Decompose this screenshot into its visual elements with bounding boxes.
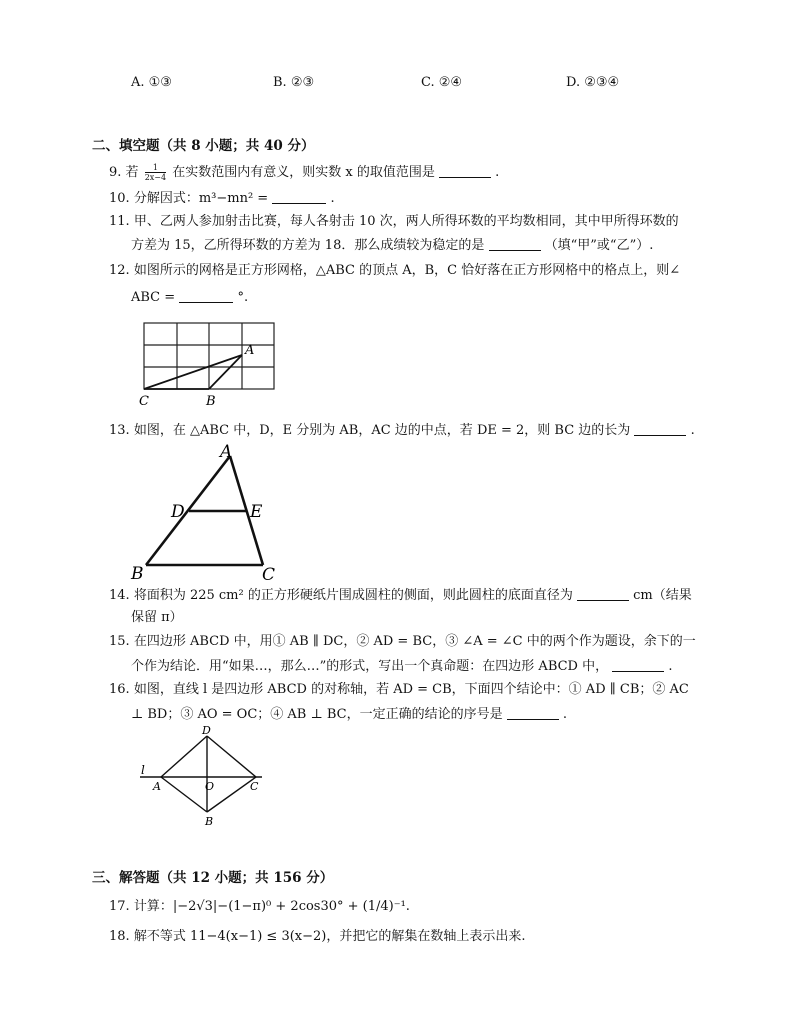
q11-answer-blank[interactable]	[489, 236, 541, 251]
q11-line1: 甲、乙两人参加射击比赛，每人各射击 10 次，两人所得环数的平均数相同，其中甲所得环数的	[133, 214, 679, 229]
q9-post: 在实数范围内有意义，则实数 x 的取值范围是	[172, 165, 435, 180]
question-11	[109, 213, 679, 231]
q10-text: 分解因式：m³−mn² =	[133, 191, 269, 206]
label-l: l	[141, 763, 145, 777]
label-b: B	[206, 394, 216, 409]
label-a: A	[153, 780, 161, 793]
q17-number: 17.	[109, 899, 130, 914]
q14-line1a: 将面积为 225 cm² 的正方形硬纸片围成圆柱的侧面，则此圆柱的底面直径为	[133, 588, 573, 603]
section-3-title: 三、解答题（共 12 小题；共 156 分）	[92, 870, 334, 886]
section-2-title: 二、填空题（共 8 小题；共 40 分）	[92, 138, 315, 154]
q12-number: 12.	[109, 263, 130, 278]
q16-line2a: ⊥ BD；③ AO = OC；④ AB ⊥ BC，一定正确的结论的序号是	[131, 707, 503, 722]
q16-answer-blank[interactable]	[507, 705, 559, 720]
option-c: C. ②④	[421, 75, 463, 90]
label-c: C	[262, 565, 276, 585]
question-9	[109, 163, 499, 182]
q12-answer-blank[interactable]	[179, 288, 233, 303]
q15-answer-blank[interactable]	[612, 657, 664, 672]
q9-pre: 若	[125, 165, 139, 180]
label-a: A	[220, 442, 233, 462]
option-d: D. ②③④	[566, 75, 620, 90]
question-14	[109, 586, 692, 605]
question-17	[109, 898, 410, 916]
question-10	[109, 189, 335, 208]
q13-text: 如图，在 △ABC 中，D，E 分别为 AB，AC 边的中点，若 DE = 2，则 BC 边的长为	[133, 423, 631, 438]
q17-text: 计算：|−2√3|−(1−π)⁰ + 2cos30° + (1/4)⁻¹.	[133, 899, 410, 914]
question-12-line2	[131, 288, 248, 307]
q15-line2b: .	[668, 659, 673, 674]
q15-line1: 在四边形 ABCD 中，用① AB ∥ DC，② AD = BC，③ ∠A = ∠C 中的两个作为题设，余下的一	[133, 634, 696, 649]
question-12	[109, 262, 680, 280]
option-a: A. ①③	[131, 75, 172, 90]
label-d: D	[202, 724, 211, 737]
q9-frac-num: 1	[145, 163, 166, 173]
q11-number: 11.	[109, 214, 130, 229]
question-16	[109, 681, 689, 699]
label-c: C	[250, 780, 259, 793]
q16-kite-figure	[132, 722, 272, 830]
q10-number: 10.	[109, 191, 130, 206]
q15-line2a: 个作为结论．用“如果…，那么…”的形式，写出一个真命题：在四边形 ABCD 中，	[131, 659, 609, 674]
q11-line2a: 方差为 15，乙所得环数的方差为 18．那么成绩较为稳定的是	[131, 238, 485, 253]
q18-number: 18.	[109, 929, 130, 944]
question-18	[109, 928, 526, 946]
q13-triangle-figure	[126, 440, 286, 585]
option-b: B. ②③	[273, 75, 315, 90]
q13-end: .	[690, 423, 695, 438]
q9-answer-blank[interactable]	[439, 163, 491, 178]
q16-line1: 如图，直线 l 是四边形 ABCD 的对称轴，若 AD = CB，下面四个结论中：① AD ∥ CB；② AC	[133, 682, 689, 697]
q12-line2a: ABC =	[131, 290, 176, 305]
question-11-line2	[131, 236, 653, 255]
q12-line2b: °.	[237, 290, 249, 305]
grid-lines	[144, 323, 274, 389]
q11-line2b: （填“甲”或“乙”）.	[544, 238, 654, 253]
q16-number: 16.	[109, 682, 130, 697]
label-b: B	[205, 815, 214, 828]
q10-end: .	[330, 191, 335, 206]
q12-line1: 如图所示的网格是正方形网格，△ABC 的顶点 A，B，C 恰好落在正方形网格中的格点上，则∠	[133, 263, 681, 278]
q18-text: 解不等式 11−4(x−1) ≤ 3(x−2)，并把它的解集在数轴上表示出来.	[133, 929, 526, 944]
q14-line1b: cm（结果	[633, 588, 692, 603]
label-b: B	[131, 564, 144, 584]
triangle-abc	[144, 355, 242, 389]
label-d: D	[171, 502, 185, 522]
q9-frac-den: 2x−4	[144, 173, 167, 182]
q10-answer-blank[interactable]	[272, 189, 326, 204]
q12-grid-figure	[125, 314, 285, 410]
q14-number: 14.	[109, 588, 130, 603]
q14-answer-blank[interactable]	[577, 586, 629, 601]
triangle-abc-de	[146, 456, 263, 565]
q9-number: 9.	[109, 165, 122, 180]
label-a: A	[245, 343, 255, 358]
q15-number: 15.	[109, 634, 130, 649]
label-e: E	[250, 502, 263, 522]
kite-abcd	[140, 736, 262, 812]
q14-line2: 保留 π）	[131, 610, 183, 625]
q13-answer-blank[interactable]	[634, 421, 686, 436]
question-15	[109, 633, 696, 651]
question-13	[109, 421, 695, 440]
question-15-line2	[131, 657, 673, 676]
q13-number: 13.	[109, 423, 130, 438]
q9-end: .	[495, 165, 500, 180]
label-o: O	[205, 780, 215, 793]
q16-line2b: .	[562, 707, 568, 722]
q9-fraction	[145, 163, 166, 182]
label-c: C	[139, 394, 149, 409]
